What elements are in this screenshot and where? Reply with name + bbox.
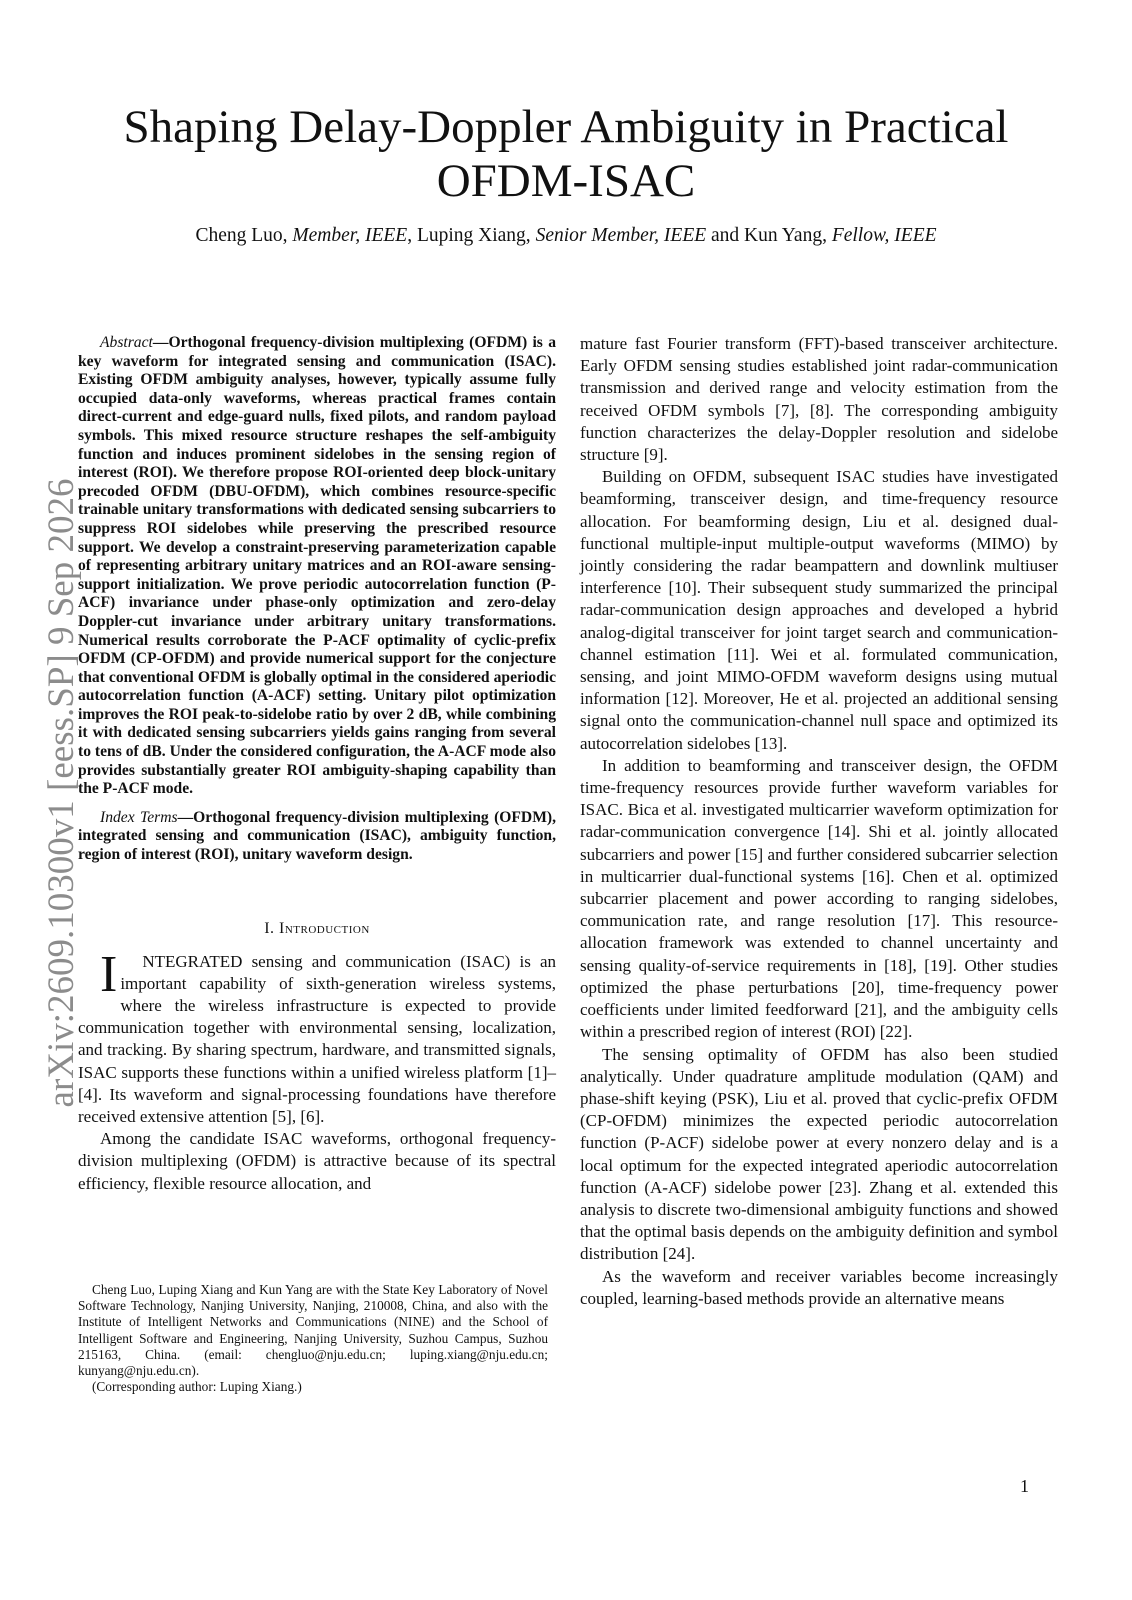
author-role: Fellow, IEEE bbox=[831, 225, 937, 246]
drop-cap: I bbox=[100, 945, 118, 1003]
index-terms-label: Index Terms bbox=[100, 808, 178, 826]
right-column bbox=[580, 333, 1058, 1310]
abstract-text: —Orthogonal frequency-division multiplexing (OFDM) is a key waveform for integrated sensing and communication (ISAC). Existing OFDM ambiguity analyses, however, typically assume fully occupied data-only waveforms, whereas practical frames contain direct-current and edge-guard nulls, fixed pilots, and random payload symbols. This mixed resource structure reshapes the self-ambiguity function and induces prominent sidelobes in the sensing region of interest (ROI). We therefore propose ROI-oriented deep block-unitary precoded OFDM (DBU-OFDM), which combines resource-specific trainable unitary transformations with dedicated sensing subcarriers to suppress ROI sidelobes while preserving the prescribed resource support. We develop a constraint-preserving parameterization capable of representing arbitrary unitary matrices and an ROI-aware sensing-support initialization. We prove periodic autocorrelation function (P-ACF) invariance under phase-only optimization and zero-delay Doppler-cut invariance under arbitrary unitary transformations. Numerical results corroborate the P-ACF optimality of cyclic-prefix OFDM (CP-OFDM) and provide numerical support for the conjecture that conventional OFDM is globally optimal in the considered aperiodic autocorrelation function (A-ACF) setting. Unitary pilot optimization improves the ROI peak-to-sidelobe ratio by over 2 dB, while combining it with dedicated sensing subcarriers yields gains ranging from several to tens of dB. Under the considered configuration, the A-ACF mode also provides substantially greater ROI ambiguity-shaping capability than the P-ACF mode. bbox=[78, 334, 556, 798]
page-number: 1 bbox=[1020, 1476, 1029, 1496]
body-paragraph: Building on OFDM, subsequent ISAC studies have investigated beamforming, transceiver design, and time-frequency resource allocation. For beamforming design, Liu et al. designed dual-functional multiple-input multiple-output waveforms (MIMO) by jointly considering the radar beampattern and downlink multiuser interference [10]. Their subsequent study summarized the principal radar-communication design approaches and developed a hybrid analog-digital transceiver for joint target search and communication-channel estimation [11]. Wei et al. formulated communication, sensing, and joint MIMO-OFDM waveform designs using mutual information [12]. Moreover, He et al. projected an additional sensing signal onto the communication-channel null space and optimized its autocorrelation sidelobes [13]. bbox=[580, 467, 1058, 753]
body-paragraph: mature fast Fourier transform (FFT)-based transceiver architecture. Early OFDM sensing studies established joint radar-communication transmission and derived range and velocity estimation from the received OFDM symbols [7], [8]. The corresponding ambiguity function characterizes the delay-Doppler resolution and sidelobe structure [9]. bbox=[580, 334, 1058, 465]
author-list bbox=[0, 224, 1132, 248]
abstract-label: Abstract bbox=[100, 334, 153, 351]
author-name: Luping Xiang, bbox=[416, 225, 531, 246]
intro-paragraph-2: Among the candidate ISAC waveforms, orthogonal frequency-division multiplexing (OFDM) is attractive because of its spectral efficiency, flexible resource allocation, and bbox=[78, 1129, 556, 1193]
intro-paragraph-1 bbox=[78, 945, 556, 1129]
author-name: Kun Yang, bbox=[744, 225, 827, 246]
index-terms bbox=[78, 809, 556, 865]
body-paragraph: As the waveform and receiver variables become increasingly coupled, learning-based methods provide an alternative means bbox=[580, 1266, 1058, 1308]
left-column bbox=[78, 334, 556, 1195]
body-paragraph: The sensing optimality of OFDM has also been studied analytically. Under quadrature amplitude modulation (QAM) and phase-shift keying (PSK), Liu et al. proved that cyclic-prefix OFDM (CP-OFDM) minimizes the expected periodic autocorrelation function (P-ACF) sidelobe power at every nonzero delay and is a local optimum for the expected integrated aperiodic autocorrelation function (A-ACF) sidelobe power [23]. Zhang et al. extended this analysis to discrete two-dimensional ambiguity functions and showed that the optimal basis depends on the ambiguity definition and symbol distribution [24]. bbox=[580, 1044, 1058, 1264]
author-name: Cheng Luo, bbox=[195, 225, 288, 246]
title-line-1: Shaping Delay-Doppler Ambiguity in Practical bbox=[123, 101, 1009, 153]
author-role: Senior Member, IEEE bbox=[535, 225, 707, 246]
author-separator: and bbox=[711, 225, 740, 246]
author-separator: , bbox=[407, 225, 413, 246]
paper-title bbox=[0, 100, 1132, 208]
arxiv-watermark: arXiv:2609.10300v1 [eess.SP] 9 Sep 2026 bbox=[41, 478, 82, 1108]
affiliation-footnote bbox=[78, 1282, 548, 1395]
title-line-2: OFDM-ISAC bbox=[436, 155, 696, 207]
intro-paragraph-1-text: NTEGRATED sensing and communication (ISAC) is an important capability of sixth-generation wireless systems, where the wireless infrastructure is expected to provide communication together with environmental sensing, localization, and tracking. By sharing spectrum, hardware, and transmitted signals, ISAC supports these functions within a unified wireless platform [1]–[4]. Its waveform and signal-processing foundations have therefore received extensive attention [5], [6]. bbox=[78, 951, 556, 1127]
footnote-corresponding: (Corresponding author: Luping Xiang.) bbox=[92, 1379, 302, 1395]
footnote-affiliation: Cheng Luo, Luping Xiang and Kun Yang are with the State Key Laboratory of Novel Software Technology, Nanjing University, Nanjing, 210008, China, and also with the Institute of Intelligent Networks and Communications (NINE) and the School of Intelligent Software and Engineering, Nanjing University, Suzhou Campus, Suzhou 215163, China. (email: chengluo@nju.edu.cn; luping.xiang@nju.edu.cn; kunyang@nju.edu.cn). bbox=[78, 1282, 548, 1379]
body-paragraph: In addition to beamforming and transceiver design, the OFDM time-frequency resources provide further waveform variables for ISAC. Bica et al. investigated multicarrier waveform optimization for radar-communication convergence [14]. Shi et al. jointly allocated subcarriers and power [15] and further considered subcarrier selection in multicarrier dual-functional systems [16]. Chen et al. optimized subcarrier placement and power according to ranging sidelobes, communication rate, and range resolution [17]. This resource-allocation framework was extended to channel uncertainty and sensing quality-of-service requirements in [18], [19]. Other studies optimized the phase perturbations [20], time-frequency power coefficients under limited feedforward [21], and the ambiguity cells within a prescribed region of interest (ROI) [22]. bbox=[580, 755, 1058, 1042]
abstract bbox=[78, 334, 556, 799]
index-terms-text: —Orthogonal frequency-division multiplexing (OFDM), integrated sensing and communication (ISAC), ambiguity function, region of interest (ROI), unitary waveform design. bbox=[78, 808, 556, 864]
section-heading-introduction: I. Introduction bbox=[264, 919, 370, 937]
author-role: Member, IEEE bbox=[292, 225, 408, 246]
